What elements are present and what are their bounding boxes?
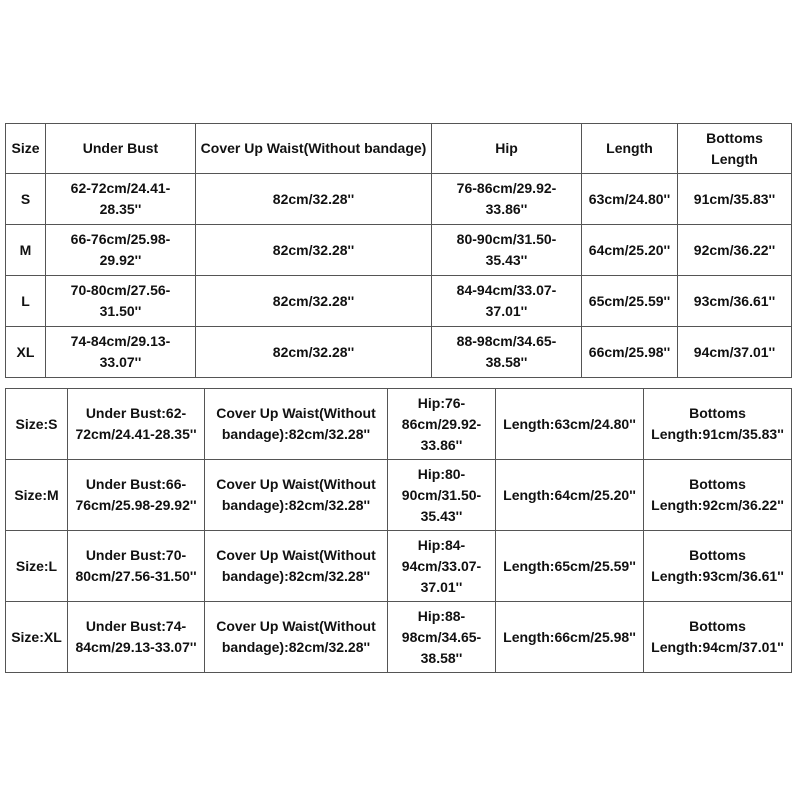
bottoms-length-cell: 94cm/37.01'' xyxy=(678,327,792,378)
size-cell: XL xyxy=(6,327,46,378)
hip-cell: 76-86cm/29.92-33.86'' xyxy=(432,174,582,225)
hip-cell: Hip:80-90cm/31.50-35.43'' xyxy=(388,460,496,531)
table-row xyxy=(6,602,792,673)
size-chart-table xyxy=(5,123,792,378)
under-bust-cell: Under Bust:66-76cm/25.98-29.92'' xyxy=(68,460,205,531)
length-cell: 66cm/25.98'' xyxy=(582,327,678,378)
cover-up-waist-cell: 82cm/32.28'' xyxy=(196,225,432,276)
header-cell-size: Size xyxy=(6,124,46,174)
length-cell: 63cm/24.80'' xyxy=(582,174,678,225)
table-row xyxy=(6,225,792,276)
bottoms-length-cell: 91cm/35.83'' xyxy=(678,174,792,225)
table-row xyxy=(6,389,792,460)
hip-cell: Hip:84-94cm/33.07-37.01'' xyxy=(388,531,496,602)
bottoms-length-cell: Bottoms Length:92cm/36.22'' xyxy=(644,460,792,531)
table-row xyxy=(6,460,792,531)
under-bust-cell: 70-80cm/27.56-31.50'' xyxy=(46,276,196,327)
cover-up-waist-cell: Cover Up Waist(Without bandage):82cm/32.28'' xyxy=(205,602,388,673)
size-cell: M xyxy=(6,225,46,276)
table-row xyxy=(6,276,792,327)
size-chart-labeled-table xyxy=(5,388,792,673)
size-cell: Size:S xyxy=(6,389,68,460)
size-cell: Size:L xyxy=(6,531,68,602)
under-bust-cell: 62-72cm/24.41-28.35'' xyxy=(46,174,196,225)
under-bust-cell: Under Bust:70-80cm/27.56-31.50'' xyxy=(68,531,205,602)
length-cell: Length:64cm/25.20'' xyxy=(496,460,644,531)
under-bust-cell: Under Bust:62-72cm/24.41-28.35'' xyxy=(68,389,205,460)
length-cell: 65cm/25.59'' xyxy=(582,276,678,327)
under-bust-cell: 74-84cm/29.13-33.07'' xyxy=(46,327,196,378)
bottoms-length-cell: 92cm/36.22'' xyxy=(678,225,792,276)
size-cell: Size:XL xyxy=(6,602,68,673)
header-row xyxy=(6,124,792,174)
under-bust-cell: Under Bust:74-84cm/29.13-33.07'' xyxy=(68,602,205,673)
hip-cell: Hip:88-98cm/34.65-38.58'' xyxy=(388,602,496,673)
table-row xyxy=(6,531,792,602)
cover-up-waist-cell: 82cm/32.28'' xyxy=(196,327,432,378)
hip-cell: 84-94cm/33.07-37.01'' xyxy=(432,276,582,327)
hip-cell: 80-90cm/31.50-35.43'' xyxy=(432,225,582,276)
size-cell: L xyxy=(6,276,46,327)
size-cell: Size:M xyxy=(6,460,68,531)
header-cell-under-bust: Under Bust xyxy=(46,124,196,174)
length-cell: 64cm/25.20'' xyxy=(582,225,678,276)
header-cell-bottoms-length: Bottoms Length xyxy=(678,124,792,174)
hip-cell: Hip:76-86cm/29.92-33.86'' xyxy=(388,389,496,460)
bottoms-length-cell: Bottoms Length:93cm/36.61'' xyxy=(644,531,792,602)
bottoms-length-cell: Bottoms Length:91cm/35.83'' xyxy=(644,389,792,460)
cover-up-waist-cell: 82cm/32.28'' xyxy=(196,276,432,327)
hip-cell: 88-98cm/34.65-38.58'' xyxy=(432,327,582,378)
length-cell: Length:63cm/24.80'' xyxy=(496,389,644,460)
bottoms-length-cell: 93cm/36.61'' xyxy=(678,276,792,327)
under-bust-cell: 66-76cm/25.98-29.92'' xyxy=(46,225,196,276)
length-cell: Length:65cm/25.59'' xyxy=(496,531,644,602)
table-row xyxy=(6,174,792,225)
header-cell-hip: Hip xyxy=(432,124,582,174)
cover-up-waist-cell: 82cm/32.28'' xyxy=(196,174,432,225)
cover-up-waist-cell: Cover Up Waist(Without bandage):82cm/32.28'' xyxy=(205,389,388,460)
cover-up-waist-cell: Cover Up Waist(Without bandage):82cm/32.28'' xyxy=(205,460,388,531)
length-cell: Length:66cm/25.98'' xyxy=(496,602,644,673)
cover-up-waist-cell: Cover Up Waist(Without bandage):82cm/32.28'' xyxy=(205,531,388,602)
table-row xyxy=(6,327,792,378)
header-cell-length: Length xyxy=(582,124,678,174)
bottoms-length-cell: Bottoms Length:94cm/37.01'' xyxy=(644,602,792,673)
header-cell-cover-up-waist: Cover Up Waist(Without bandage) xyxy=(196,124,432,174)
size-cell: S xyxy=(6,174,46,225)
